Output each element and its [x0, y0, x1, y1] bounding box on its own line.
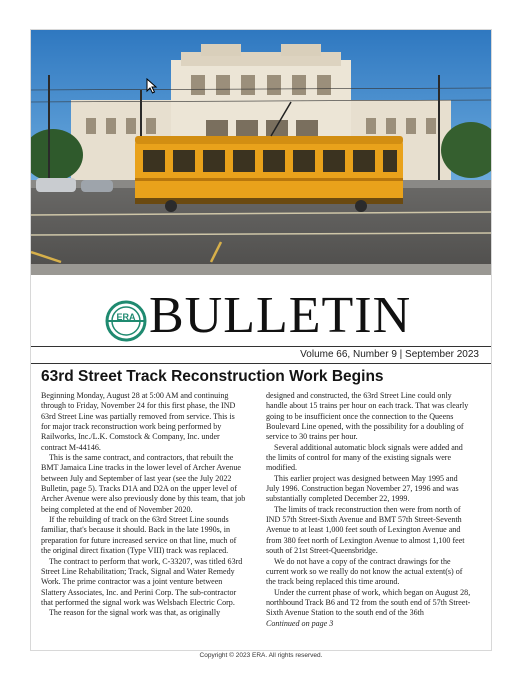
mouse-pointer-icon: [146, 78, 158, 94]
paragraph: The contract to perform that work, C-33207, was titled 63rd Street Line Rehabilitation; Track, Signal and Water Remedy Work. The prime contractor was a joint venture between Slattery Associates, Inc. and Perini Corp. The sub-contractor that performed the signal work was Welsbach Electric Corp.: [41, 556, 243, 607]
paragraph: We do not have a copy of the contract drawings for the current work so we really do not know the actual extent(s) of the track being replaced this time around.: [266, 556, 463, 587]
paragraph: If the rebuilding of track on the 63rd Street Line sounds familiar, that's because it should. Back in the late 1990s, in preparation for future increased service on that line, much of the original direct fixation (Type VIII) track was replaced.: [41, 515, 237, 556]
paragraph: Beginning Monday, August 28 at 5:00 AM and continuing through to Friday, November 24 for this first phase, the IND 63rd Street Line was partially removed from service. This is for major track reconstruction work being performed by Railworks, Inc./L.K. Comstock & Company, Inc. under contract M-44146.: [41, 391, 236, 452]
paragraph: The reason for the signal work was that, as originally: [49, 608, 221, 618]
masthead-rule-bottom: [31, 363, 491, 364]
article-column-2: [266, 391, 471, 629]
issue-line: Volume 66, Number 9 | September 2023: [300, 349, 479, 360]
paragraph: The limits of track reconstruction then were from north of IND 57th Street-Sixth Avenue and BMT 57th Street-Seventh Avenue to at least 1,000 feet south of Lexington Avenue and from 380 feet north of Lexington Avenue to almost 1,100 feet south of 21st Street-Queensbridge.: [266, 504, 465, 556]
article-column-1: [41, 391, 246, 619]
article-headline: 63rd Street Track Reconstruction Work Begins: [41, 368, 384, 385]
paragraph: This is the same contract, and contractors, that rebuilt the BMT Jamaica Line tracks in the lower level of Archer Avenue between July and September of last year (see the July 2022 Bulletin, page 5). Tracks D1A and D2A on the upper level of Archer Avenue were also previously done by this team, that job being completed at the end of November 2020.: [41, 453, 246, 514]
newsletter-page: [31, 30, 491, 650]
paragraph: Under the current phase of work, which began on August 28, northbound Track B6 and T2 from the south end of 57th Street-Sixth Avenue Station to the south end of the 36th: [266, 587, 471, 618]
copyright-footer: Copyright © 2023 ERA. All rights reserved.: [199, 652, 323, 659]
paragraph: This earlier project was designed between May 1995 and July 1996. Construction began November 27, 1996 and was substantially completed December 22, 1999.: [266, 473, 459, 504]
paragraph: designed and constructed, the 63rd Street Line could only handle about 15 trains per hour on each track. That was clearly going to be insufficient once the connection to the Queens Boulevard Line opened, with the possibility for a doubling of service to 30 trains per hour.: [266, 391, 469, 442]
era-logo-icon: [105, 300, 147, 342]
tram-station-illustration: [31, 30, 491, 275]
masthead-title: BULLETIN: [149, 287, 412, 344]
paragraph: Several additional automatic block signals were added and the limits of control for many of the existing signals were modified.: [266, 442, 463, 473]
masthead-rule-top: [31, 346, 491, 347]
continued-link[interactable]: Continued on page 3: [266, 618, 334, 628]
svg-text:ERA: ERA: [116, 312, 136, 322]
cover-photo: [31, 30, 491, 275]
